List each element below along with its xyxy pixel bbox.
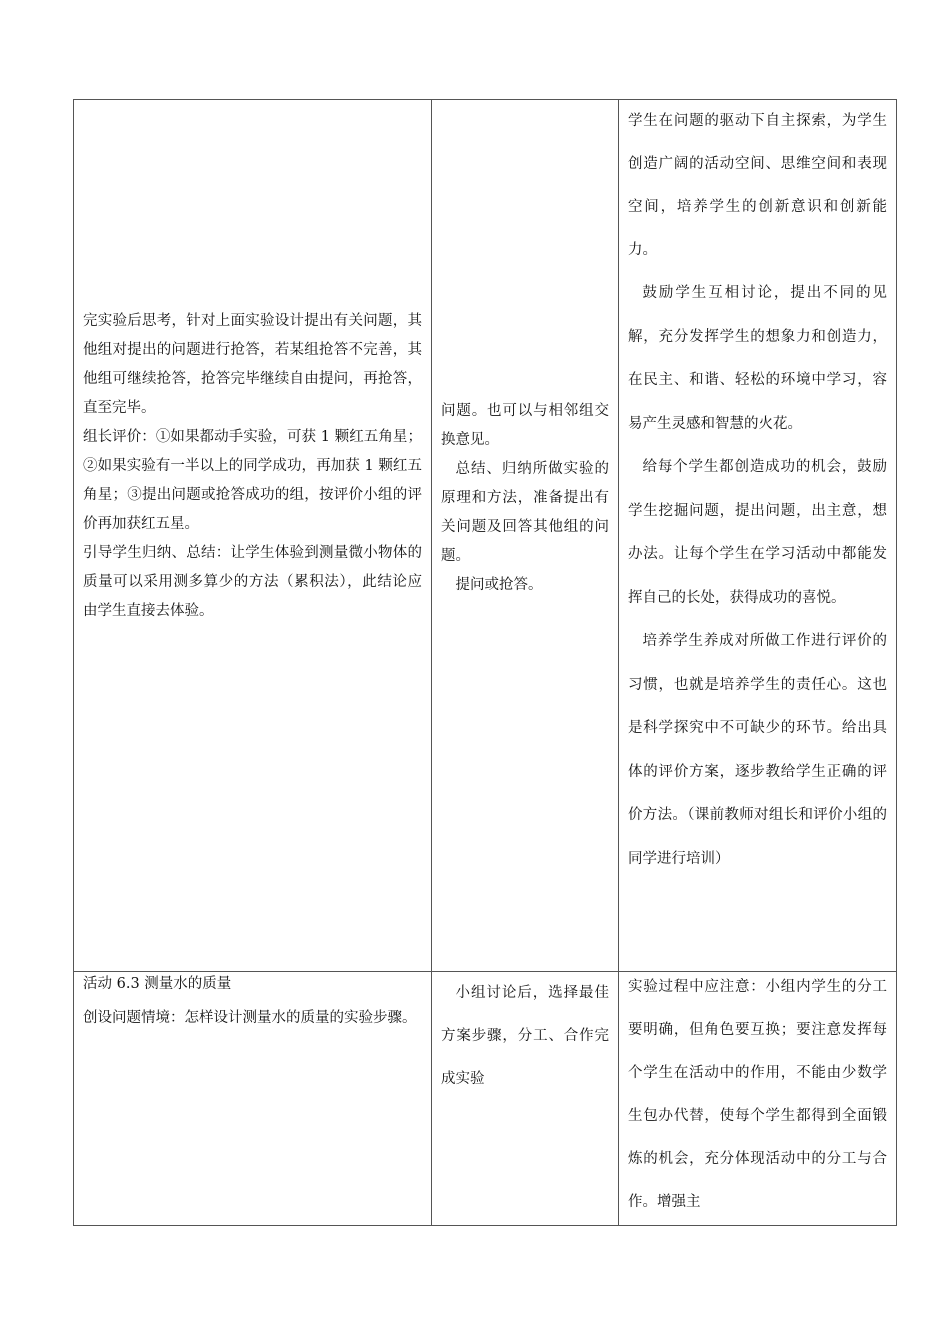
student-activity-cell [432,100,619,972]
paragraph: 小组讨论后，选择最佳方案步骤，分工、合作完成实验 [441,985,609,1087]
student-activity-cell [432,972,619,1226]
paragraph: 提问或抢答。 [455,577,543,593]
paragraph: 鼓励学生互相讨论，提出不同的见解，充分发挥学生的想象力和创造力，在民主、和谐、轻松的环境中学习，容易产生灵感和智慧的火花。 [628,285,887,432]
paragraph: 实验过程中应注意：小组内学生的分工要明确，但角色要互换；要注意发挥每个学生在活动中的作用，不能由少数学生包办代替，使每个学生都得到全面锻炼的机会，充分体现活动中的分工与合作。增强主 [628,979,887,1210]
paragraph: 完实验后思考，针对上面实验设计提出有关问题，其他组对提出的问题进行抢答，若某组抢答不完善，其他组可继续抢答，抢答完毕继续自由提问，再抢答，直至完毕。 [83,313,422,416]
paragraph: 培养学生养成对所做工作进行评价的习惯，也就是培养学生的责任心。这也是科学探究中不可缺少的环节。给出具体的评价方案，逐步教给学生正确的评价方法。（课前教师对组长和评价小组的同学进行培训） [628,633,887,867]
paragraph: 创设问题情境：怎样设计测量水的质量的实验步骤。 [83,1010,417,1026]
table-row [74,100,897,972]
paragraph: 引导学生归纳、总结：让学生体验到测量微小物体的质量可以采用测多算少的方法（累积法），此结论应由学生直接去体验。 [83,545,422,619]
paragraph: 总结、归纳所做实验的原理和方法，准备提出有关问题及回答其他组的问题。 [441,461,609,564]
table-row [74,972,897,1226]
activity-title: 活动 6.3 测量水的质量 [83,976,232,992]
paragraph: 组长评价：①如果都动手实验，可获 1 颗红五角星；②如果实验有一半以上的同学成功，再加获 1 颗红五角星；③提出问题或抢答成功的组，按评价小组的评价再加获红五星。 [83,429,422,532]
paragraph: 给每个学生都创造成功的机会，鼓励学生挖掘问题，提出问题，出主意，想办法。让每个学生在学习活动中都能发挥自己的长处，获得成功的喜悦。 [628,459,887,606]
paragraph: 问题。也可以与相邻组交换意见。 [441,403,609,448]
design-intent-cell [619,972,897,1226]
design-intent-cell [619,100,897,972]
lesson-plan-table [73,99,897,1226]
paragraph: 学生在问题的驱动下自主探索，为学生创造广阔的活动空间、思维空间和表现空间，培养学生的创新意识和创新能力。 [628,113,887,258]
teacher-activity-cell [74,100,432,972]
teacher-activity-cell [74,972,432,1226]
